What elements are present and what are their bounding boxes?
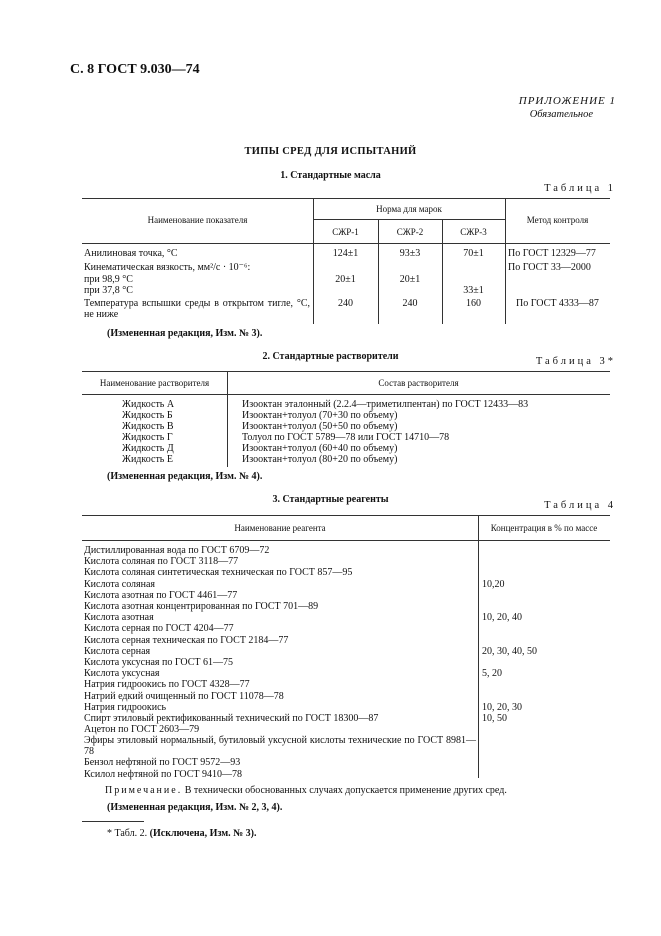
table3-row-composition: Изооктан+толуол (70+30 по объему) — [242, 410, 398, 421]
footnote-marker: * Табл. 2. — [107, 828, 148, 839]
table4-row-name: Кислота соляная синтетическая техническая по ГОСТ 857—95 — [84, 567, 353, 579]
footnote-text: (Исключена, Изм. № 3). — [149, 828, 257, 839]
table4-header-name: Наименование реагента — [234, 523, 326, 533]
table3 — [82, 371, 610, 467]
table3-row-composition: Толуол по ГОСТ 5789—78 или ГОСТ 14710—78 — [242, 432, 450, 443]
section1-title: 1. Стандартные масла — [280, 170, 381, 181]
appendix-title: ПРИЛОЖЕНИЕ 1 — [518, 95, 616, 107]
appendix-subtitle: Обязательное — [529, 109, 593, 120]
section1-revision: (Измененная редакция, Изм. № 3). — [107, 328, 263, 339]
table3-row-composition: Изооктан эталонный (2.2.4—триметилпентан) по ГОСТ 12433—83 — [242, 399, 529, 410]
table4-row-conc: 10, 20, 40 — [482, 612, 522, 624]
table4-row-name: Кислота серная техническая по ГОСТ 2184—77 — [84, 634, 289, 646]
table4-row-name: Кислота уксусная — [84, 668, 160, 680]
table4-row-name: Бензол нефтяной по ГОСТ 9572—93 — [84, 757, 241, 769]
table4-row-name: Кислота серная по ГОСТ 4204—77 — [84, 623, 234, 635]
table1-grade: СЖР-2 — [396, 227, 424, 237]
table1-grade: СЖР-3 — [460, 227, 487, 237]
note-text: В технически обоснованных случаях допускается применение других сред. — [184, 785, 507, 796]
table3-row-composition: Изооктан+толуол (80+20 по объему) — [242, 454, 398, 465]
footnote-divider — [82, 821, 144, 822]
section2-revision: (Измененная редакция, Изм. № 4). — [107, 471, 263, 482]
table4-row-name: Кислота соляная — [84, 578, 156, 590]
table4-row-name: Дистиллированная вода по ГОСТ 6709—72 — [84, 545, 270, 556]
table4-row-name: Кислота уксусная по ГОСТ 61—75 — [84, 657, 233, 668]
table1-cell: 240 — [338, 298, 353, 309]
table3-row-composition: Изооктан+толуол (60+40 по объему) — [242, 443, 398, 454]
table1-row-name: Температура вспышки среды в открытом тигле, °С, не ниже — [84, 298, 310, 320]
table4-row-name: Натрия гидроокись по ГОСТ 4328—77 — [84, 679, 250, 691]
section3-title: 3. Стандартные реагенты — [272, 494, 389, 505]
table1-cell: 70±1 — [463, 248, 484, 259]
table1-header-indicator: Наименование показателя — [147, 215, 248, 225]
table3-row-name: Жидкость Е — [122, 454, 173, 465]
table3-header-name: Наименование растворителя — [99, 378, 210, 388]
table1-cell: 124±1 — [332, 248, 359, 259]
table3-header-composition: Состав растворителя — [378, 378, 459, 388]
table1-header-method: Метод контроля — [526, 215, 589, 225]
table4-row-conc: 10,20 — [482, 578, 505, 590]
table1-cell: 33±1 — [463, 285, 484, 296]
table4-row-name: Натрий едкий очищенный по ГОСТ 11078—78 — [84, 690, 284, 702]
table1-method: По ГОСТ 12329—77 — [508, 248, 596, 259]
table1-row-name: Кинематическая вязкость, мм²/с · 10⁻⁶: — [84, 262, 251, 273]
table3-row-name: Жидкость Б — [122, 410, 173, 421]
table4-row-name: Кислота азотная по ГОСТ 4461—77 — [84, 589, 238, 601]
table1-cell: 240 — [402, 298, 418, 309]
table4-row-name: Кислота серная — [84, 645, 151, 657]
table3-row-name: Жидкость А — [122, 399, 175, 410]
table4-row-name: Ацетон по ГОСТ 2603—79 — [84, 724, 200, 736]
table1-cell: 20±1 — [399, 274, 421, 285]
section2-title: 2. Стандартные растворители — [262, 351, 399, 362]
table1-row-name: при 37,8 °С — [84, 285, 133, 296]
table4-row-conc: 10, 20, 30 — [482, 701, 522, 713]
section3-revision: (Измененная редакция, Изм. № 2, 3, 4). — [107, 802, 283, 813]
table1-row-name: при 98,9 °С — [84, 274, 133, 285]
table4-row-name: Кислота соляная по ГОСТ 3118—77 — [84, 556, 239, 568]
table1-cell: 160 — [466, 298, 481, 309]
table1-method: По ГОСТ 33—2000 — [508, 262, 591, 273]
table4-row-name: Кислота азотная концентрированная по ГОСТ 701—89 — [84, 601, 319, 612]
table1-cell: 20±1 — [335, 274, 356, 285]
table3-row-name: Жидкость Г — [122, 432, 173, 443]
table3-row-composition: Изооктан+толуол (50+50 по объему) — [242, 421, 398, 432]
table4-row-conc: 5, 20 — [482, 668, 502, 680]
note-label: Примечание. — [105, 785, 183, 796]
table4-row-name: Спирт этиловый ректификованный технический по ГОСТ 18300—87 — [84, 713, 379, 724]
table3-row-name: Жидкость В — [122, 421, 174, 432]
table4-row-name: Кислота азотная — [84, 612, 154, 624]
table1-caption: Таблица 1 — [544, 183, 616, 194]
table4-row-name: Натрия гидроокись — [84, 701, 167, 713]
table4-caption: Таблица 4 — [544, 500, 616, 511]
page-header: С. 8 ГОСТ 9.030—74 — [70, 62, 200, 77]
table4-row-conc: 20, 30, 40, 50 — [482, 645, 537, 657]
table1 — [82, 198, 610, 324]
table4 — [82, 515, 610, 778]
table3-caption: Таблица 3* — [535, 356, 616, 367]
table1-row-name: Анилиновая точка, °С — [84, 248, 178, 259]
table4-row-conc: 10, 50 — [482, 713, 507, 724]
table1-header-norm: Норма для марок — [376, 204, 442, 214]
table1-grade: СЖР-1 — [332, 227, 359, 237]
main-title: ТИПЫ СРЕД ДЛЯ ИСПЫТАНИЙ — [244, 146, 417, 157]
table4-row-name: Ксилол нефтяной по ГОСТ 9410—78 — [84, 768, 242, 780]
note — [105, 785, 507, 796]
table1-cell: 93±3 — [399, 248, 421, 259]
table4-row-name: Эфиры этиловый нормальный, бутиловый уксусной кислоты технические по ГОСТ 8981—78 — [84, 735, 476, 758]
table3-row-name: Жидкость Д — [122, 443, 174, 454]
table4-header-conc: Концентрация в % по массе — [490, 523, 598, 533]
footnote — [107, 828, 257, 839]
table1-method: По ГОСТ 4333—87 — [516, 298, 599, 309]
